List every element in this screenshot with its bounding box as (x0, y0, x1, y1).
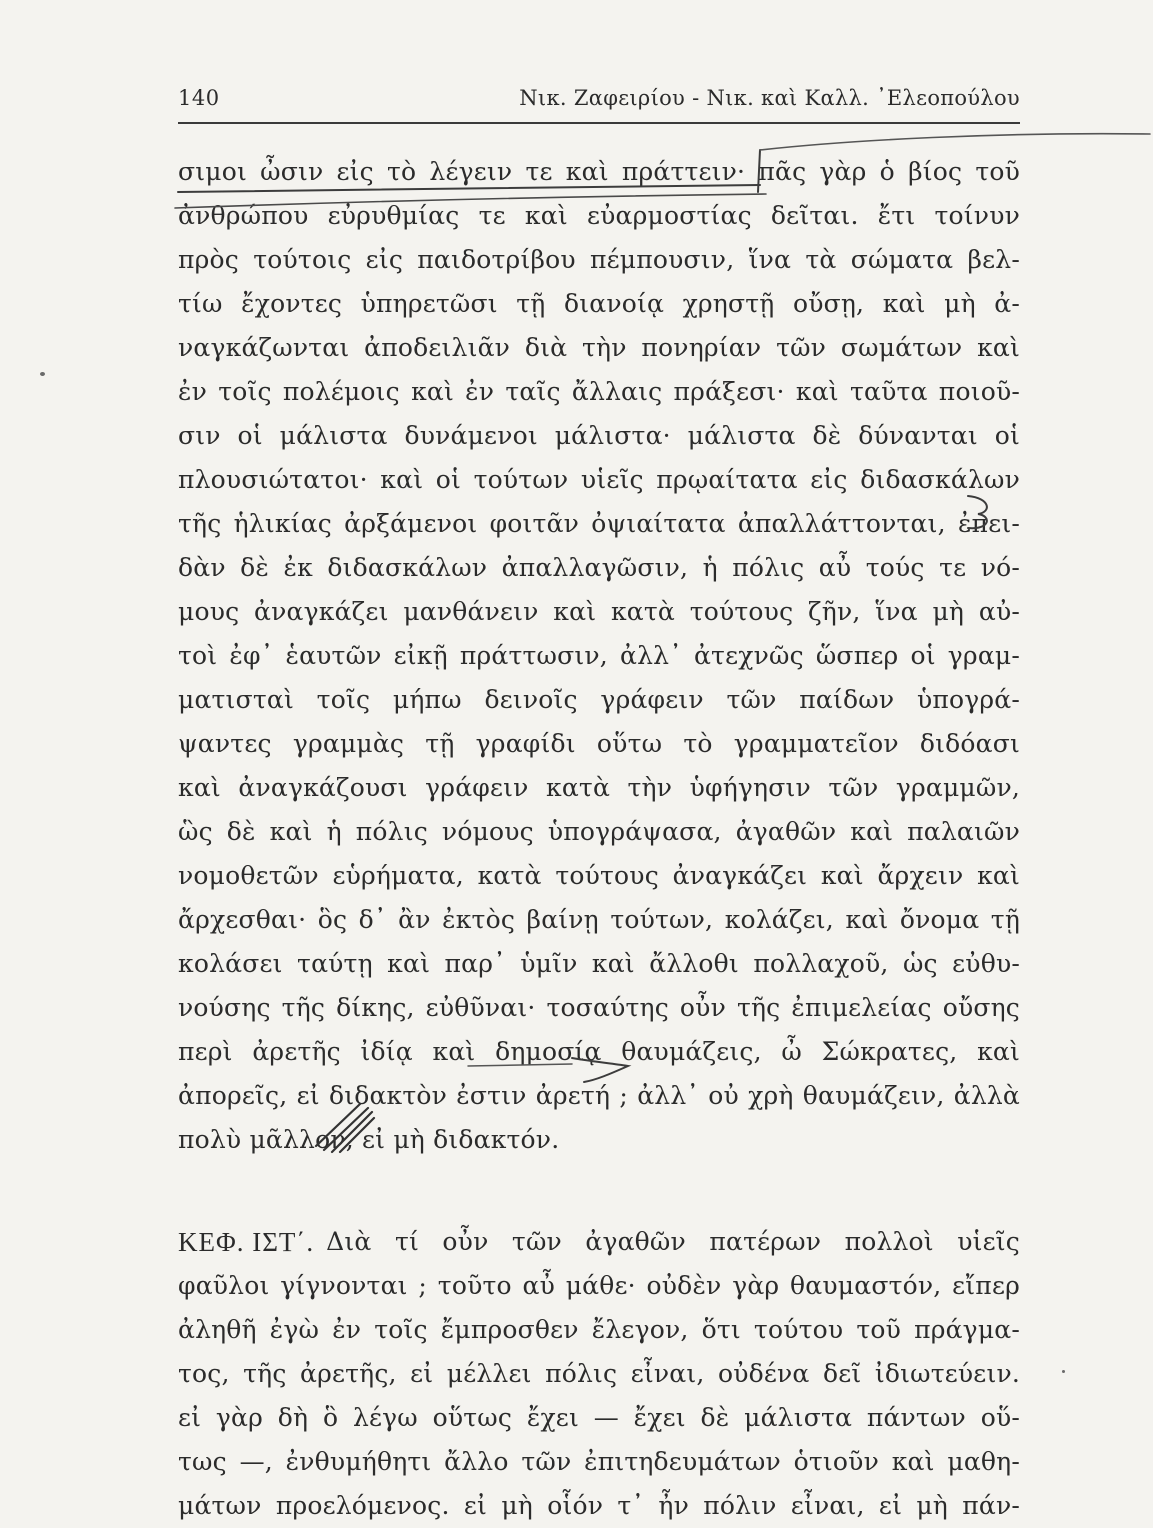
page-number: 140 (178, 86, 220, 110)
text-line: καὶ ἀναγκάζουσι γράφειν κατὰ τὴν ὑφήγησιν τῶν γραμμῶν, (178, 773, 1020, 802)
text-line: δὰν δὲ ἐκ διδασκάλων ἀπαλλαγῶσιν, ἡ πόλις αὖ τούς τε νό- (178, 553, 1020, 582)
text-line: νομοθετῶν εὑρήματα, κατὰ τούτους ἀναγκάζει καὶ ἄρχειν καὶ (178, 861, 1020, 890)
text-line: ψαντες γραμμὰς τῇ γραφίδι οὕτω τὸ γραμματεῖον διδόασι (178, 729, 1020, 758)
text-line: μάτων προελόμενος. εἰ μὴ οἷόν τ᾿ ἦν πόλιν εἶναι, εἰ μὴ πάν- (178, 1491, 1020, 1520)
text-line: ἀνθρώπου εὐρυθμίας τε καὶ εὐαρμοστίας δεῖται. ἔτι τοίνυν (178, 201, 1020, 230)
text-line: σιν οἱ μάλιστα δυνάμενοι μάλιστα· μάλιστα δὲ δύνανται οἱ (178, 421, 1020, 450)
text-line: πλουσιώτατοι· καὶ οἱ τούτων υἱεῖς πρῳαίτατα εἰς διδασκάλων (178, 465, 1020, 494)
chapter-heading-line (178, 1220, 1020, 1264)
text-line: τως —, ἐνθυμήθητι ἄλλο τῶν ἐπιτηδευμάτων ὁτιοῦν καὶ μαθη- (178, 1447, 1020, 1476)
text-line: σιμοι ὦσιν εἰς τὸ λέγειν τε καὶ πράττειν· πᾶς γὰρ ὁ βίος τοῦ (178, 157, 1020, 186)
text-line: ναγκάζωνται ἀποδειλιᾶν διὰ τὴν πονηρίαν τῶν σωμάτων καὶ (178, 333, 1020, 362)
text-line: περὶ ἀρετῆς ἰδίᾳ καὶ δημοσίᾳ θαυμάζεις, ὦ Σώκρατες, καὶ (178, 1037, 1020, 1066)
text-line: τίω ἔχοντες ὑπηρετῶσι τῇ διανοίᾳ χρηστῇ οὔσῃ, καὶ μὴ ἀ- (178, 289, 1020, 318)
text-line: πρὸς τούτοις εἰς παιδοτρίβου πέμπουσιν, ἵνα τὰ σώματα βελ- (178, 245, 1020, 274)
paper-speck (1062, 1370, 1065, 1373)
text-line: Διὰ τί οὖν τῶν ἀγαθῶν πατέρων πολλοὶ υἱεῖς (326, 1227, 1020, 1256)
text-line: τοὶ ἐφ᾿ ἑαυτῶν εἰκῇ πράττωσιν, ἀλλ᾿ ἀτεχνῶς ὥσπερ οἱ γραμ- (178, 641, 1020, 670)
running-head: Νικ. Ζαφειρίου - Νικ. καὶ Καλλ. ᾿Ελεοπούλου (519, 86, 1020, 110)
chapter-label: ΚΕΦ. ΙΣΤ΄. (178, 1227, 315, 1257)
text-line: φαῦλοι γίγνονται ; τοῦτο αὖ μάθε· οὐδὲν γὰρ θαυμαστόν, εἴπερ (178, 1271, 1020, 1300)
text-line: τῆς ἡλικίας ἀρξάμενοι φοιτᾶν ὀψιαίτατα ἀπαλλάττονται, ἐπει- (178, 509, 1020, 538)
text-line: ἀληθῆ ἐγὼ ἐν τοῖς ἔμπροσθεν ἔλεγον, ὅτι τούτου τοῦ πράγμα- (178, 1315, 1020, 1344)
text-line: κολάσει ταύτῃ καὶ παρ᾿ ὑμῖν καὶ ἄλλοθι πολλαχοῦ, ὡς εὐθυ- (178, 949, 1020, 978)
text-line: ματισταὶ τοῖς μήπω δεινοῖς γράφειν τῶν παίδων ὑπογρά- (178, 685, 1020, 714)
margin-bracket-mark (760, 134, 1150, 150)
text-line: ἄρχεσθαι· ὃς δ᾿ ἂν ἐκτὸς βαίνῃ τούτων, κολάζει, καὶ ὄνομα τῇ (178, 905, 1020, 934)
text-line: ὣς δὲ καὶ ἡ πόλις νόμους ὑπογράψασα, ἀγαθῶν καὶ παλαιῶν (178, 817, 1020, 846)
text-line: τος, τῆς ἀρετῆς, εἰ μέλλει πόλις εἶναι, οὐδένα δεῖ ἰδιωτεύειν. (178, 1359, 1020, 1388)
paper-speck (40, 372, 45, 376)
text-line: ἐν τοῖς πολέμοις καὶ ἐν ταῖς ἄλλαις πράξεσι· καὶ ταῦτα ποιοῦ- (178, 377, 1020, 406)
body-text (178, 150, 1020, 1528)
page-header (178, 80, 1020, 120)
header-rule (178, 122, 1020, 124)
text-line: νούσης τῆς δίκης, εὐθῦναι· τοσαύτης οὖν τῆς ἐπιμελείας οὔσης (178, 993, 1020, 1022)
text-line: μους ἀναγκάζει μανθάνειν καὶ κατὰ τούτους ζῆν, ἵνα μὴ αὐ- (178, 597, 1020, 626)
text-line: εἰ γὰρ δὴ ὃ λέγω οὕτως ἔχει — ἔχει δὲ μάλιστα πάντων οὕ- (178, 1403, 1020, 1432)
text-line: πολὺ μᾶλλον, εἰ μὴ διδακτόν. (178, 1125, 560, 1154)
text-line: ἀπορεῖς, εἰ διδακτὸν ἐστιν ἀρετή ; ἀλλ᾿ οὐ χρὴ θαυμάζειν, ἀλλὰ (178, 1081, 1020, 1110)
